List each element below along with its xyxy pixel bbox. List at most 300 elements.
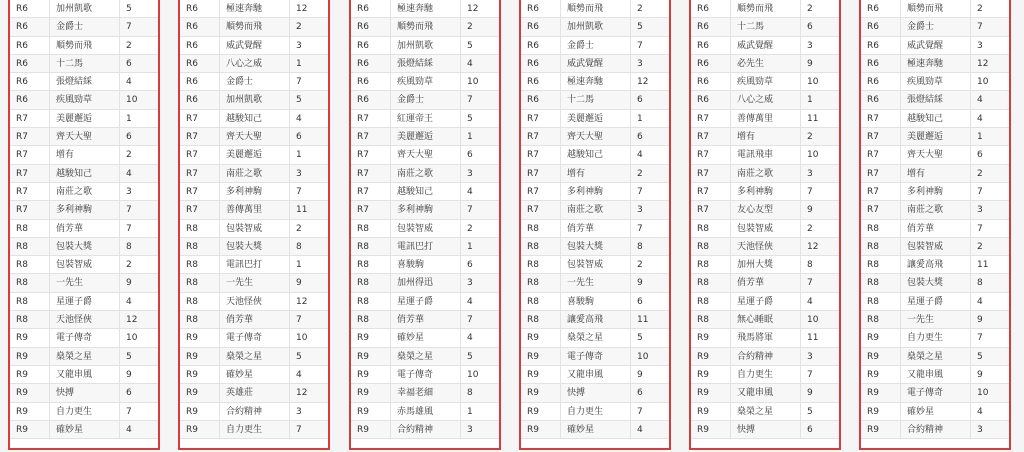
horse-name-cell: 越駿知己 [50,165,120,182]
table-row[interactable] [691,274,839,292]
table-row[interactable] [861,165,1009,183]
horse-name-cell: 極速奔馳 [391,0,461,17]
table-row[interactable] [861,274,1009,292]
table-row[interactable] [521,37,669,55]
horse-name-cell: 加州凱歌 [561,18,631,35]
race-cell: R9 [691,403,731,420]
horse-name-cell: 加州凱歌 [50,0,120,17]
table-row[interactable] [691,91,839,109]
horse-name-cell: 多利神駒 [901,183,971,200]
table-row[interactable] [861,348,1009,366]
race-cell: R6 [691,55,731,72]
table-row[interactable] [351,348,499,366]
table-row[interactable] [521,55,669,73]
table-row[interactable] [861,293,1009,311]
table-row[interactable] [180,348,328,366]
table-row[interactable] [861,91,1009,109]
table-row[interactable] [861,183,1009,201]
race-cell: R9 [180,384,220,401]
table-row[interactable] [691,146,839,164]
table-row[interactable] [691,18,839,36]
race-cell: R9 [180,421,220,438]
horse-number-cell: 10 [807,150,819,161]
table-row[interactable] [521,403,669,421]
table-row[interactable] [861,146,1009,164]
horse-number-cell: 7 [637,406,643,417]
table-row[interactable] [521,348,669,366]
horse-name-cell: 包裝智威 [731,220,801,237]
race-cell: R7 [691,110,731,127]
horse-number-cell: 9 [807,388,813,399]
table-row[interactable] [180,238,328,256]
horse-name-cell: 快搏 [731,421,801,438]
horse-number-cell: 10 [467,369,479,380]
race-cell: R6 [861,0,901,17]
race-cell: R7 [691,128,731,145]
selection-table [8,0,160,450]
horse-name-cell: 多利神駒 [220,183,290,200]
horse-number-cell: 1 [296,58,302,69]
horse-number-cell: 7 [637,223,643,234]
horse-name-cell: 確妙星 [50,421,120,438]
horse-name-cell: 無心睡眠 [731,311,801,328]
horse-number-cell: 2 [977,168,983,179]
horse-number-cell: 6 [807,424,813,435]
horse-number-cell: 6 [126,58,132,69]
race-cell: R9 [691,384,731,401]
table-row[interactable] [10,110,158,128]
table-row[interactable] [691,220,839,238]
race-cell: R8 [351,238,391,255]
race-cell: R9 [351,329,391,346]
race-cell: R8 [180,256,220,273]
race-cell: R9 [351,384,391,401]
table-row[interactable] [351,73,499,91]
table-row[interactable] [180,329,328,347]
race-cell: R9 [351,403,391,420]
table-row[interactable] [691,238,839,256]
table-row[interactable] [10,311,158,329]
horse-number-cell: 6 [126,388,132,399]
table-row[interactable] [861,73,1009,91]
horse-number-cell: 5 [467,351,473,362]
horse-number-cell: 7 [467,205,473,216]
horse-name-cell: 齊天大聖 [220,128,290,145]
table-row[interactable] [10,18,158,36]
table-row[interactable] [180,183,328,201]
table-row[interactable] [521,183,669,201]
table-row[interactable] [10,37,158,55]
race-cell: R6 [521,91,561,108]
table-row[interactable] [521,165,669,183]
race-cell: R6 [10,55,50,72]
table-row[interactable] [351,91,499,109]
table-row[interactable] [351,201,499,219]
table-row[interactable] [861,311,1009,329]
horse-number-cell: 3 [807,40,813,51]
horse-name-cell: 一先生 [50,274,120,291]
horse-number-cell: 7 [126,205,132,216]
table-row[interactable] [521,421,669,439]
table-row[interactable] [691,183,839,201]
horse-number-cell: 7 [807,369,813,380]
table-row[interactable] [861,37,1009,55]
table-row[interactable] [10,55,158,73]
horse-name-cell: 美麗邂逅 [901,128,971,145]
horse-number-cell: 5 [126,351,132,362]
horse-name-cell: 一先生 [220,274,290,291]
table-row[interactable] [180,110,328,128]
horse-number-cell: 6 [637,132,643,143]
horse-name-cell: 喜駿駒 [391,256,461,273]
horse-name-cell: 包裝智威 [220,220,290,237]
race-cell: R6 [521,18,561,35]
table-row[interactable] [521,91,669,109]
horse-number-cell: 4 [807,296,813,307]
table-row[interactable] [861,220,1009,238]
horse-name-cell: 赤馬雄風 [391,403,461,420]
horse-name-cell: 增有 [901,165,971,182]
table-row[interactable] [521,128,669,146]
race-cell: R9 [691,366,731,383]
horse-number-cell: 2 [977,241,983,252]
horse-name-cell: 金爵士 [561,37,631,54]
horse-number-cell: 3 [467,424,473,435]
horse-number-cell: 2 [126,260,132,271]
table-row[interactable] [180,73,328,91]
horse-number-cell: 4 [467,58,473,69]
race-cell: R9 [521,329,561,346]
table-row[interactable] [351,329,499,347]
horse-number-cell: 3 [467,168,473,179]
table-row[interactable] [180,220,328,238]
table-row[interactable] [521,238,669,256]
table-row[interactable] [521,201,669,219]
table-row[interactable] [351,146,499,164]
table-row[interactable] [180,37,328,55]
table-row[interactable] [691,73,839,91]
horse-name-cell: 合約精神 [220,403,290,420]
table-row[interactable] [10,128,158,146]
table-row[interactable] [351,238,499,256]
table-row[interactable] [10,421,158,439]
table-row[interactable] [691,128,839,146]
race-cell: R8 [521,220,561,237]
table-row[interactable] [521,256,669,274]
race-cell: R8 [861,274,901,291]
table-row[interactable] [861,0,1009,18]
table-row[interactable] [691,37,839,55]
table-row[interactable] [180,293,328,311]
table-row[interactable] [10,0,158,18]
horse-name-cell: 自力更生 [50,403,120,420]
race-cell: R8 [351,220,391,237]
horse-number-cell: 11 [977,260,989,271]
table-row[interactable] [10,220,158,238]
horse-number-cell: 10 [467,77,479,88]
race-cell: R8 [10,220,50,237]
race-cell: R7 [180,110,220,127]
race-cell: R6 [180,0,220,17]
table-row[interactable] [180,274,328,292]
horse-name-cell: 越駿知己 [901,110,971,127]
horse-number-cell: 3 [637,205,643,216]
race-cell: R7 [10,110,50,127]
horse-name-cell: 確妙星 [901,403,971,420]
table-row[interactable] [691,366,839,384]
table-row[interactable] [351,311,499,329]
race-cell: R8 [180,311,220,328]
horse-number-cell: 7 [296,77,302,88]
horse-number-cell: 1 [637,113,643,124]
horse-name-cell: 順勢而飛 [561,0,631,17]
horse-name-cell: 增有 [50,146,120,163]
horse-number-cell: 12 [296,4,308,14]
horse-number-cell: 6 [126,132,132,143]
horse-name-cell: 合約精神 [731,348,801,365]
horse-number-cell: 7 [467,95,473,106]
table-row[interactable] [10,183,158,201]
horse-name-cell: 美麗邂逅 [220,146,290,163]
table-row[interactable] [351,274,499,292]
horse-number-cell: 2 [637,4,643,14]
horse-name-cell: 八心之威 [731,91,801,108]
horse-number-cell: 7 [296,424,302,435]
horse-number-cell: 2 [126,40,132,51]
table-row[interactable] [351,55,499,73]
table-row[interactable] [521,293,669,311]
horse-name-cell: 合約精神 [391,421,461,438]
table-row[interactable] [861,201,1009,219]
table-row[interactable] [180,128,328,146]
race-cell: R8 [180,274,220,291]
horse-number-cell: 2 [637,168,643,179]
race-cell: R8 [521,293,561,310]
horse-number-cell: 1 [467,132,473,143]
table-row[interactable] [691,165,839,183]
horse-name-cell: 疾風勁草 [391,73,461,90]
table-row[interactable] [861,366,1009,384]
race-cell: R7 [10,146,50,163]
horse-name-cell: 南莊之歌 [901,201,971,218]
table-row[interactable] [351,165,499,183]
horse-name-cell: 俏芳華 [561,220,631,237]
table-row[interactable] [861,329,1009,347]
table-row[interactable] [180,311,328,329]
table-row[interactable] [351,183,499,201]
race-cell: R7 [861,165,901,182]
table-row[interactable] [861,384,1009,402]
table-row[interactable] [521,274,669,292]
race-cell: R6 [351,91,391,108]
horse-number-cell: 2 [467,223,473,234]
horse-name-cell: 包裝智威 [901,238,971,255]
race-cell: R7 [351,110,391,127]
horse-name-cell: 幸福老細 [391,384,461,401]
table-row[interactable] [10,165,158,183]
table-row[interactable] [521,329,669,347]
table-row[interactable] [691,329,839,347]
race-cell: R6 [180,18,220,35]
table-row[interactable] [861,55,1009,73]
table-row[interactable] [10,274,158,292]
table-row[interactable] [351,128,499,146]
race-cell: R7 [521,183,561,200]
horse-number-cell: 4 [126,424,132,435]
race-cell: R7 [351,146,391,163]
horse-name-cell: 八心之威 [220,55,290,72]
table-row[interactable] [351,421,499,439]
table-row[interactable] [10,146,158,164]
table-row[interactable] [691,384,839,402]
race-cell: R7 [861,110,901,127]
table-row[interactable] [861,110,1009,128]
horse-number-cell: 6 [977,150,983,161]
table-row[interactable] [521,73,669,91]
horse-number-cell: 6 [807,22,813,33]
table-row[interactable] [691,403,839,421]
table-row[interactable] [180,18,328,36]
table-row[interactable] [10,293,158,311]
race-cell: R8 [10,238,50,255]
horse-name-cell: 俏芳華 [50,220,120,237]
table-row[interactable] [861,238,1009,256]
table-row[interactable] [10,201,158,219]
horse-number-cell: 4 [126,296,132,307]
table-row[interactable] [691,421,839,439]
table-row[interactable] [351,18,499,36]
race-cell: R8 [861,293,901,310]
horse-name-cell: 包裝大獎 [561,238,631,255]
horse-number-cell: 1 [807,95,813,106]
table-row[interactable] [861,403,1009,421]
horse-number-cell: 8 [807,260,813,271]
race-cell: R8 [351,293,391,310]
table-row[interactable] [691,110,839,128]
table-row[interactable] [180,91,328,109]
horse-name-cell: 俏芳華 [731,274,801,291]
table-row[interactable] [351,403,499,421]
table-row[interactable] [10,238,158,256]
horse-number-cell: 8 [296,241,302,252]
horse-name-cell: 天池怪俠 [731,238,801,255]
table-row[interactable] [10,73,158,91]
race-cell: R6 [691,0,731,17]
horse-number-cell: 9 [126,369,132,380]
horse-name-cell: 順勢而飛 [731,0,801,17]
table-row[interactable] [351,110,499,128]
table-row[interactable] [180,366,328,384]
table-row[interactable] [861,256,1009,274]
horse-name-cell: 威武覺醒 [561,55,631,72]
table-row[interactable] [180,0,328,18]
table-row[interactable] [10,403,158,421]
table-row[interactable] [180,201,328,219]
table-row[interactable] [180,146,328,164]
horse-name-cell: 多利神駒 [731,183,801,200]
horse-name-cell: 讓愛高飛 [561,311,631,328]
table-row[interactable] [180,256,328,274]
table-row[interactable] [691,348,839,366]
table-row[interactable] [861,128,1009,146]
horse-name-cell: 包裝大獎 [50,238,120,255]
table-row[interactable] [691,201,839,219]
table-row[interactable] [521,146,669,164]
table-row[interactable] [351,366,499,384]
race-cell: R6 [521,55,561,72]
table-row[interactable] [10,329,158,347]
table-row[interactable] [861,18,1009,36]
table-row[interactable] [10,91,158,109]
table-row[interactable] [180,403,328,421]
horse-number-cell: 7 [467,315,473,326]
table-row[interactable] [521,311,669,329]
table-row[interactable] [10,348,158,366]
horse-name-cell: 多利神駒 [50,201,120,218]
table-row[interactable] [180,384,328,402]
selection-table [519,0,671,450]
table-row[interactable] [691,55,839,73]
table-row[interactable] [351,384,499,402]
horse-number-cell: 4 [637,150,643,161]
horse-number-cell: 6 [467,150,473,161]
horse-name-cell: 極速奔馳 [561,73,631,90]
horse-number-cell: 3 [977,205,983,216]
horse-number-cell: 6 [637,95,643,106]
horse-name-cell: 極速奔馳 [901,55,971,72]
horse-number-cell: 4 [126,77,132,88]
race-cell: R9 [861,403,901,420]
table-row[interactable] [691,256,839,274]
table-row[interactable] [521,110,669,128]
table-row[interactable] [351,220,499,238]
horse-name-cell: 善傳萬里 [220,201,290,218]
horse-name-cell: 增有 [561,165,631,182]
table-row[interactable] [521,384,669,402]
horse-name-cell: 極速奔馳 [220,0,290,17]
table-row[interactable] [10,366,158,384]
horse-name-cell: 包裝智威 [50,256,120,273]
horse-number-cell: 5 [977,351,983,362]
table-row[interactable] [351,293,499,311]
horse-number-cell: 4 [467,296,473,307]
horse-name-cell: 星運子爵 [901,293,971,310]
race-cell: R6 [10,73,50,90]
table-row[interactable] [180,165,328,183]
table-row[interactable] [691,293,839,311]
table-row[interactable] [521,18,669,36]
horse-name-cell: 天池怪俠 [50,311,120,328]
horse-number-cell: 10 [296,333,308,344]
table-row[interactable] [521,366,669,384]
table-row[interactable] [351,0,499,18]
table-row[interactable] [521,220,669,238]
table-row[interactable] [10,384,158,402]
table-row[interactable] [691,0,839,18]
horse-name-cell: 順勢而飛 [220,18,290,35]
horse-name-cell: 確妙星 [561,421,631,438]
table-row[interactable] [10,256,158,274]
table-row[interactable] [180,421,328,439]
horse-name-cell: 燊榮之星 [220,348,290,365]
horse-number-cell: 10 [977,77,989,88]
table-row[interactable] [351,37,499,55]
table-row[interactable] [180,55,328,73]
table-row[interactable] [351,256,499,274]
table-row[interactable] [521,0,669,18]
table-row[interactable] [691,311,839,329]
table-row[interactable] [861,421,1009,439]
